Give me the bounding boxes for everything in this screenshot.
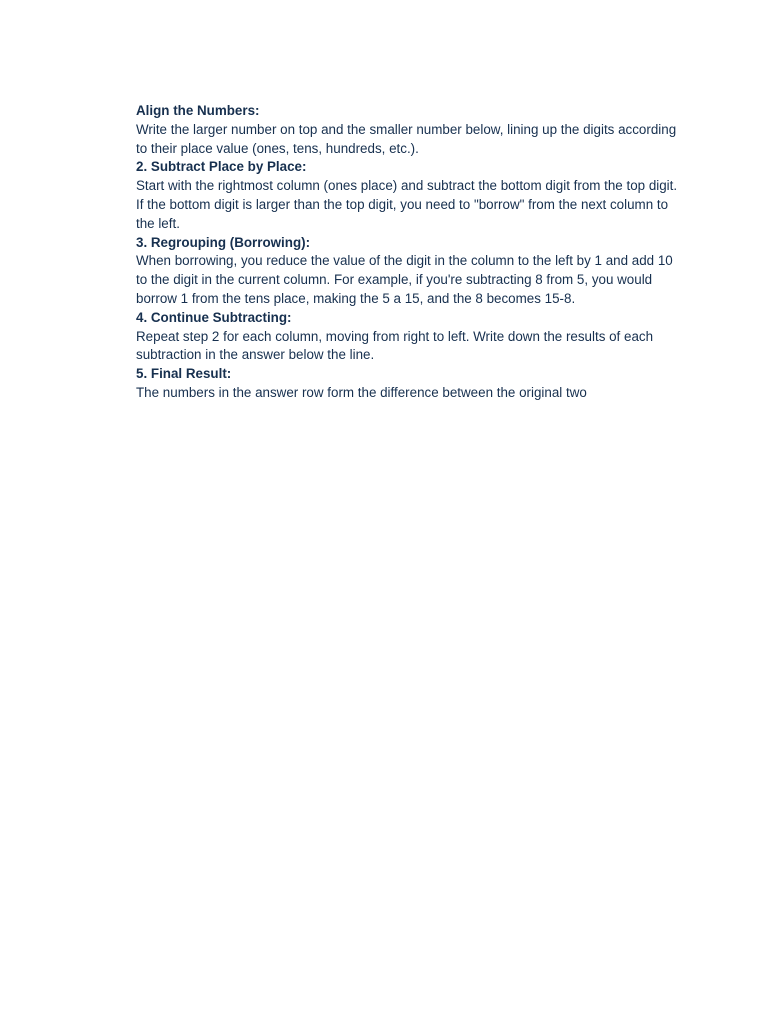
section-body: Repeat step 2 for each column, moving from right to left. Write down the results of each subtraction in the answer below the line.	[136, 328, 654, 363]
section-subtract-place-by-place	[136, 158, 681, 233]
section-heading: 4. Continue Subtracting:	[136, 309, 292, 325]
section-heading: 5. Final Result:	[136, 366, 232, 382]
section-body: The numbers in the answer row form the difference between the original two	[136, 384, 587, 400]
section-final-result	[136, 365, 681, 403]
section-regrouping	[136, 234, 681, 309]
section-body: Write the larger number on top and the smaller number below, lining up the digits according to their place value (ones, tens, hundreds, etc.).	[136, 121, 677, 156]
section-heading: Align the Numbers:	[136, 103, 260, 118]
section-heading: 2. Subtract Place by Place:	[136, 159, 307, 175]
section-body: Start with the rightmost column (ones place) and subtract the bottom digit from the top digit. If the bottom digit is larger than the top digit, you need to "borrow" from the next column to the left.	[136, 178, 678, 231]
section-align-numbers	[136, 102, 681, 158]
section-body: When borrowing, you reduce the value of the digit in the column to the left by 1 and add 10 to the digit in the current column. For example, if you're subtracting 8 from 5, you would borrow 1 from the tens place, making the 5 a 15, and the 8 becomes 15-8.	[136, 253, 673, 306]
document-content	[136, 102, 681, 403]
section-continue-subtracting	[136, 309, 681, 365]
section-heading: 3. Regrouping (Borrowing):	[136, 234, 311, 250]
